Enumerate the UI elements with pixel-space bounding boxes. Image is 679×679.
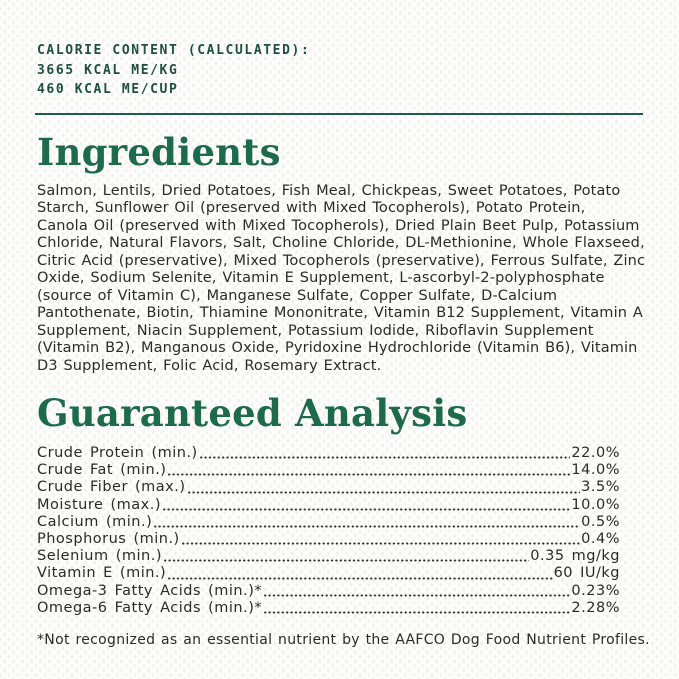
analysis-row-label: Crude Protein (min.) bbox=[37, 445, 198, 461]
calorie-kcal-per-kg: 3665 KCAL ME/KG bbox=[37, 62, 179, 78]
calorie-content-heading: CALORIE CONTENT (CALCULATED): bbox=[37, 43, 311, 58]
ingredients-line: Pantothenate, Biotin, Thiamine Mononitrate, Vitamin B12 Supplement, Vitamin A bbox=[37, 305, 643, 321]
analysis-row-value: 22.0% bbox=[571, 445, 620, 461]
analysis-row-label: Crude Fat (min.) bbox=[37, 462, 167, 479]
analysis-row-crude-protein bbox=[37, 445, 620, 462]
analysis-row-crude-fiber bbox=[37, 479, 620, 496]
ingredients-line: Starch, Sunflower Oil (preserved with Mixed Tocopherols), Potato Protein, bbox=[37, 200, 586, 216]
analysis-row-phosphorus bbox=[37, 531, 620, 548]
guaranteed-analysis-table bbox=[37, 445, 620, 617]
dot-leader bbox=[263, 583, 570, 600]
ingredients-line: (source of Vitamin C), Manganese Sulfate, Copper Sulfate, D-Calcium bbox=[37, 287, 558, 304]
analysis-row-value: 10.0% bbox=[571, 496, 620, 513]
analysis-row-label: Selenium (min.) bbox=[37, 548, 162, 565]
analysis-row-value: 0.5% bbox=[581, 513, 620, 530]
ingredients-heading: Ingredients bbox=[37, 129, 281, 174]
analysis-row-calcium bbox=[37, 514, 620, 531]
analysis-row-value: 0.4% bbox=[581, 531, 620, 548]
ingredients-line: Supplement, Niacin Supplement, Potassium Iodide, Riboflavin Supplement bbox=[37, 322, 594, 339]
ingredients-line: Chloride, Natural Flavors, Salt, Choline Chloride, DL-Methionine, Whole Flaxseed, bbox=[37, 235, 645, 251]
analysis-row-value: 3.5% bbox=[581, 479, 620, 496]
ingredients-line: Citric Acid (preservative), Mixed Tocopherols (preservative), Ferrous Sulfate, Zinc bbox=[37, 252, 646, 269]
dot-leader bbox=[167, 462, 570, 479]
analysis-row-moisture bbox=[37, 497, 620, 514]
analysis-row-label: Omega-3 Fatty Acids (min.)* bbox=[37, 582, 263, 599]
analysis-row-omega-3 bbox=[37, 583, 620, 600]
calorie-content-block bbox=[37, 41, 649, 100]
analysis-row-label: Calcium (min.) bbox=[37, 513, 153, 530]
ingredients-line: D3 Supplement, Folic Acid, Rosemary Extract. bbox=[37, 357, 382, 374]
analysis-row-value: 14.0% bbox=[571, 462, 620, 479]
analysis-row-label: Omega-6 Fatty Acids (min.)* bbox=[37, 599, 263, 616]
section-divider-rule bbox=[35, 113, 643, 115]
analysis-row-value: 0.35 mg/kg bbox=[530, 548, 620, 565]
ingredients-line: Salmon, Lentils, Dried Potatoes, Fish Meal, Chickpeas, Sweet Potatoes, Potato bbox=[37, 182, 621, 199]
dot-leader bbox=[263, 600, 570, 617]
dot-leader bbox=[163, 548, 529, 565]
guaranteed-analysis-heading: Guaranteed Analysis bbox=[37, 391, 468, 435]
analysis-row-omega-6 bbox=[37, 600, 620, 617]
dot-leader bbox=[187, 479, 581, 496]
analysis-row-value: 0.23% bbox=[571, 582, 620, 599]
dot-leader bbox=[162, 497, 570, 514]
aafco-footnote: *Not recognized as an essential nutrient by the AAFCO Dog Food Nutrient Profiles. bbox=[37, 632, 650, 649]
ingredients-line: (Vitamin B2), Manganous Oxide, Pyridoxine Hydrochloride (Vitamin B6), Vitamin bbox=[37, 340, 638, 356]
calorie-kcal-per-cup: 460 KCAL ME/CUP bbox=[37, 82, 179, 97]
analysis-row-label: Crude Fiber (max.) bbox=[37, 479, 186, 496]
dot-leader bbox=[181, 531, 580, 548]
analysis-row-value: 60 IU/kg bbox=[553, 565, 620, 582]
analysis-row-selenium bbox=[37, 548, 620, 565]
analysis-row-label: Phosphorus (min.) bbox=[37, 531, 180, 548]
dot-leader bbox=[199, 445, 571, 462]
ingredients-paragraph bbox=[37, 183, 649, 376]
analysis-row-label: Moisture (max.) bbox=[37, 496, 162, 513]
dot-leader bbox=[167, 565, 552, 582]
analysis-row-vitamin-e bbox=[37, 565, 620, 582]
ingredients-line: Canola Oil (preserved with Mixed Tocopherols), Dried Plain Beet Pulp, Potassium bbox=[37, 217, 640, 234]
ingredients-line: Oxide, Sodium Selenite, Vitamin E Supplement, L-ascorbyl-2-polyphosphate bbox=[37, 270, 605, 286]
analysis-row-label: Vitamin E (min.) bbox=[37, 565, 167, 582]
analysis-row-value: 2.28% bbox=[571, 599, 620, 616]
analysis-row-crude-fat bbox=[37, 462, 620, 479]
dot-leader bbox=[153, 514, 580, 531]
